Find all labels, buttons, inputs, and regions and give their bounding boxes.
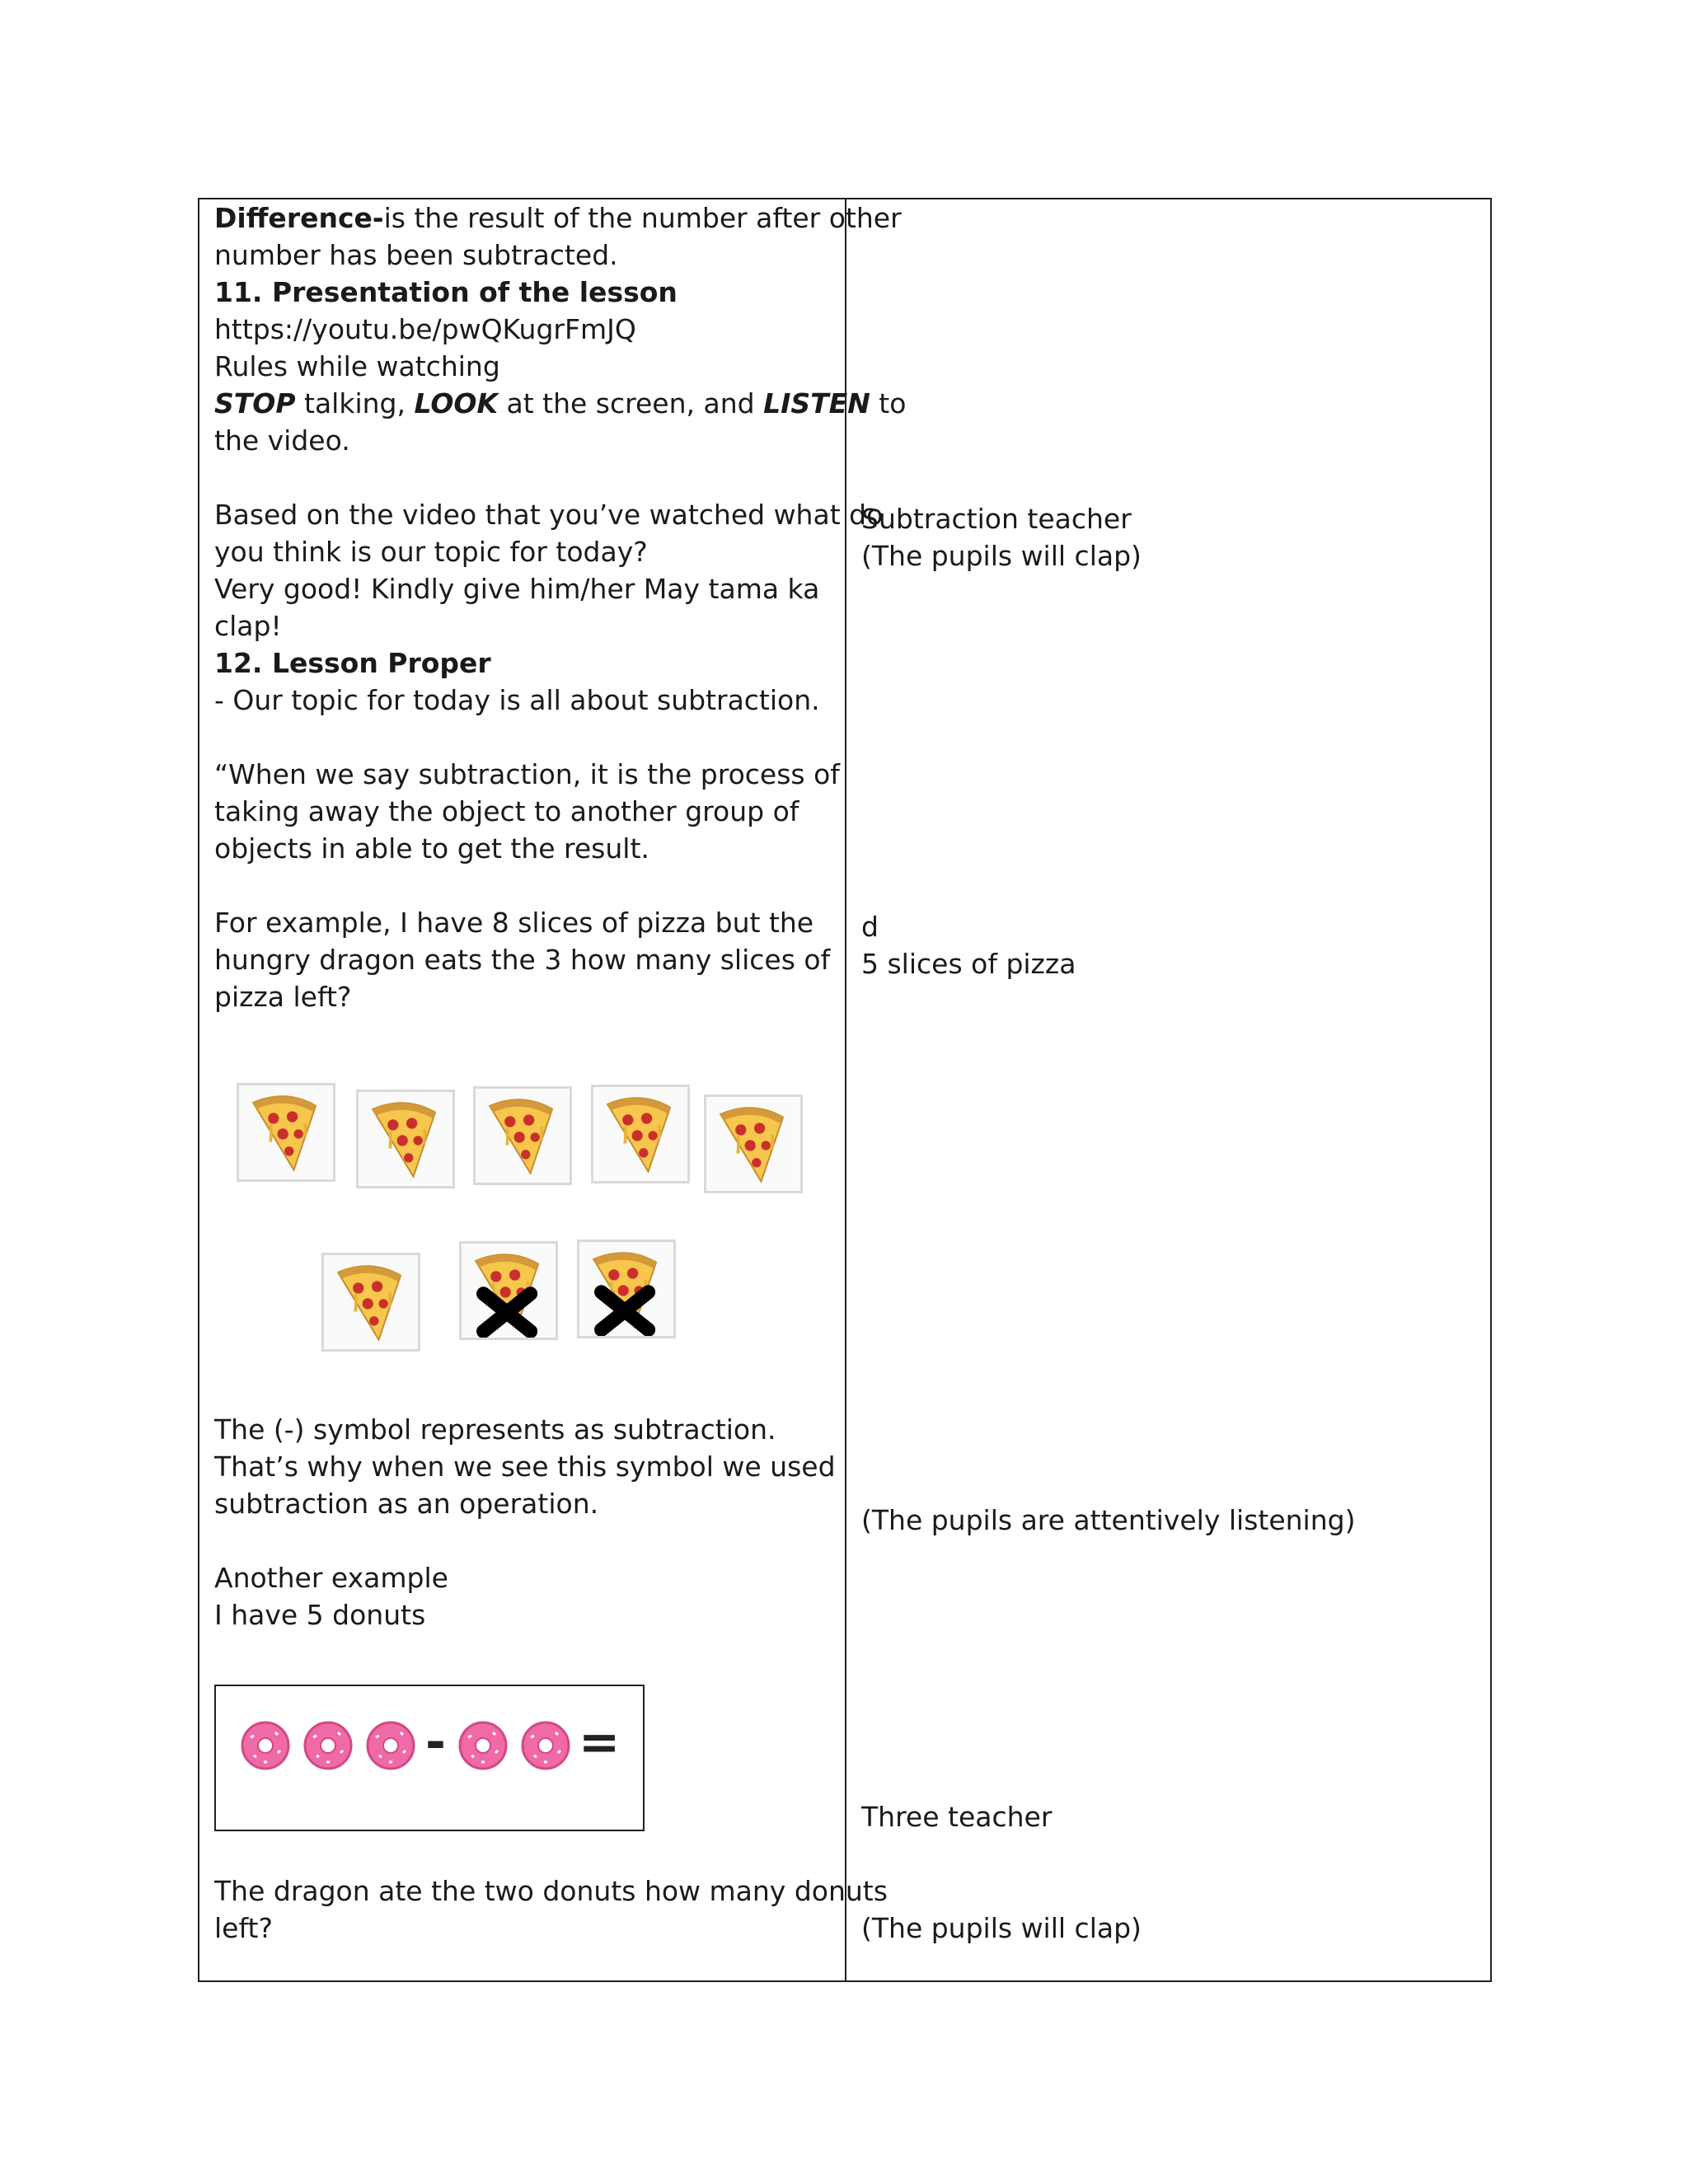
pizza-slice-icon	[593, 1087, 687, 1181]
pizza-slice-crossed	[459, 1241, 558, 1340]
section-heading-presentation: 11. Presentation of the lesson	[214, 276, 678, 308]
question-line-2: you think is our topic for today?	[214, 536, 648, 568]
pizza-example-line-3: pizza left?	[214, 981, 352, 1013]
pizza-slice-icon	[324, 1255, 418, 1349]
pizza-slice-icon	[476, 1089, 570, 1183]
pupil-activity-column	[846, 199, 1490, 1980]
pizza-example-line-1: For example, I have 8 slices of pizza but the	[214, 907, 814, 939]
pizza-slice-icon	[462, 1244, 556, 1338]
symbol-line-1: The (-) symbol represents as subtraction.	[214, 1413, 776, 1446]
pizza-slice-icon	[239, 1085, 333, 1179]
section-heading-lesson-proper: 12. Lesson Proper	[214, 647, 491, 679]
clap-response-2: (The pupils will clap)	[861, 1912, 1142, 1944]
donut-icon	[364, 1719, 417, 1772]
rule-talking: talking,	[295, 387, 415, 419]
symbol-line-2: That’s why when we see this symbol we used	[214, 1451, 836, 1483]
rule-listen: LISTEN	[763, 387, 870, 419]
rule-stop: STOP	[214, 387, 296, 419]
another-example-line: Another example	[214, 1562, 448, 1594]
donuts-line: I have 5 donuts	[214, 1599, 426, 1631]
rules-line-2: the video.	[214, 424, 350, 457]
teacher-activity-column	[199, 199, 907, 1980]
definition-term: Difference-	[214, 202, 384, 234]
subtraction-definition-line-3: objects in able to get the result.	[214, 832, 649, 865]
definition-text: is the result of the number after other	[383, 202, 902, 234]
pizza-slice	[473, 1086, 572, 1185]
pizza-slice-icon	[579, 1242, 673, 1336]
praise-line-2: clap!	[214, 610, 282, 642]
rules-line	[214, 385, 906, 422]
pizza-slice-icon	[706, 1097, 800, 1191]
minus-sign: -	[425, 1713, 446, 1771]
subtraction-definition-line-2: taking away the object to another group of	[214, 795, 799, 827]
listening-response: (The pupils are attentively listening)	[861, 1504, 1356, 1536]
equals-sign: =	[579, 1713, 621, 1771]
clap-response-1: (The pupils will clap)	[861, 540, 1142, 572]
topic-line: - Our topic for today is all about subtraction.	[214, 684, 820, 716]
answer-topic: Subtraction teacher	[861, 503, 1132, 535]
subtraction-definition-line-1: “When we say subtraction, it is the process of	[214, 758, 840, 790]
rule-at-screen: at the screen, and	[498, 387, 764, 419]
pizza-slice	[237, 1083, 335, 1182]
praise-line-1: Very good! Kindly give him/her May tama ka	[214, 573, 820, 605]
stray-letter: d	[861, 911, 879, 943]
answer-pizza: 5 slices of pizza	[861, 948, 1076, 980]
donut-equation-box	[214, 1685, 645, 1831]
dragon-question-line-1: The dragon ate the two donuts how many donuts	[214, 1875, 888, 1907]
pizza-slice-crossed	[577, 1240, 676, 1338]
donut-icon	[519, 1719, 572, 1772]
question-line-1: Based on the video that you’ve watched what do	[214, 499, 884, 531]
pizza-slice	[321, 1253, 420, 1352]
symbol-line-3: subtraction as an operation.	[214, 1488, 599, 1520]
rule-look: LOOK	[414, 387, 499, 419]
pizza-slice-icon	[359, 1092, 452, 1186]
pizza-slice	[704, 1094, 803, 1193]
pizza-slice	[591, 1085, 690, 1183]
rule-to: to	[870, 387, 907, 419]
definition-difference-line-2: number has been subtracted.	[214, 239, 618, 271]
definition-difference-line-1	[214, 199, 902, 237]
lesson-plan-table	[198, 198, 1492, 1982]
rules-title: Rules while watching	[214, 350, 500, 382]
answer-three: Three teacher	[861, 1801, 1053, 1833]
donut-icon	[239, 1719, 292, 1772]
donut-icon	[457, 1719, 509, 1772]
video-link[interactable]: https://youtu.be/pwQKugrFmJQ	[214, 313, 636, 345]
pizza-slice	[356, 1090, 455, 1188]
donut-icon	[302, 1719, 354, 1772]
dragon-question-line-2: left?	[214, 1912, 273, 1944]
pizza-example-line-2: hungry dragon eats the 3 how many slices of	[214, 944, 831, 976]
